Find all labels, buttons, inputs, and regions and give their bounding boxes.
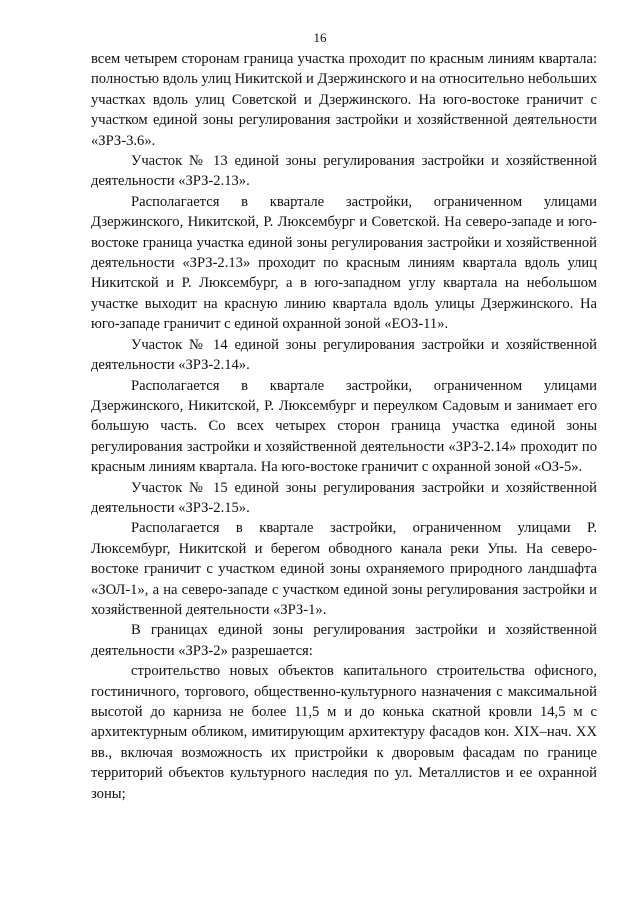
paragraph-description-zrz-2-14: Располагается в квартале застройки, ограниченном улицами Дзержинского, Никитской, Р. Люксембург и переулком Садовым и занимает его большую часть. Со всех четырех сторон граница участка единой зоны регулирования застройки и хозяйственной деятельности «ЗРЗ-2.14» проходит по красным линиям квартала. На юго-востоке граничит с охранной зоной «ОЗ-5». xyxy=(91,377,597,476)
paragraph-permission-item: строительство новых объектов капитального строительства офисного, гостиничного, торгового, общественно-культурного назначения с максимальной высотой до карниза не более 11,5 м и до конька скатной кровли 14,5 м с архитектурным обликом, имитирующим архитектуру фасадов кон. XIX–нач. XX вв., включая возможность их пристройки к дворовым фасадам по границе территорий объектов культурного наследия по ул. Металлистов и ее охранной зоны; xyxy=(91,663,597,802)
paragraph-heading-zrz-2-14: Участок № 14 единой зоны регулирования застройки и хозяйственной деятельности «ЗРЗ-2.14». xyxy=(91,336,597,374)
paragraph-description-zrz-2-13: Располагается в квартале застройки, ограниченном улицами Дзержинского, Никитской, Р. Люксембург и Советской. На северо-западе и юго-востоке граница участка единой зоны регулирования застройки и хозяйственной деятельности «ЗРЗ-2.13» проходит по красным линиям квартала вдоль улиц Никитской и Р. Люксембург, а в юго-западном углу квартала на небольшом участке выходит на красную линию квартала вдоль улицы Дзержинского. На юго-западе граничит с единой охранной зоной «ЕОЗ-11». xyxy=(91,193,597,333)
document-body xyxy=(91,49,597,804)
paragraph-heading-zrz-2-15: Участок № 15 единой зоны регулирования застройки и хозяйственной деятельности «ЗРЗ-2.15». xyxy=(91,479,597,516)
page-number: 16 xyxy=(313,30,327,45)
paragraph-permissions-intro: В границах единой зоны регулирования застройки и хозяйственной деятельности «ЗРЗ-2» разрешается: xyxy=(91,622,597,659)
paragraph-continuation: всем четырем сторонам граница участка проходит по красным линиям квартала: полностью вдоль улиц Никитской и Дзержинского и на относительно небольших участках вдоль улиц Советской и Дзержинского. На юго-востоке граничит с участком единой зоны регулирования застройки и хозяйственной деятельности «ЗРЗ-3.6». xyxy=(91,51,597,149)
paragraph-heading-zrz-2-13: Участок № 13 единой зоны регулирования застройки и хозяйственной деятельности «ЗРЗ-2.13». xyxy=(91,153,597,190)
paragraph-description-zrz-2-15: Располагается в квартале застройки, ограниченном улицами Р. Люксембург, Никитской и берегом обводного канала реки Упы. На северо-востоке граничит с участком единой зоны охраняемого природного ландшафта «ЗОЛ-1», а на северо-западе с участком единой зоны регулирования застройки и хозяйственной деятельности «ЗРЗ-1». xyxy=(91,520,597,618)
